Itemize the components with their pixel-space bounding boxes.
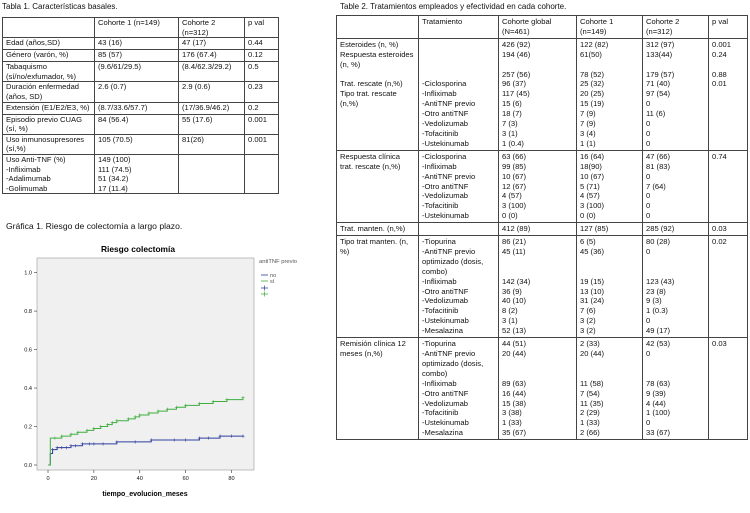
table2-global-line: 257 (56) xyxy=(502,69,531,79)
table2-treat-line: -Ciclosporina xyxy=(422,151,467,161)
table2-global-line: 8 (2) xyxy=(502,306,518,316)
table2-p-line: 0.02 xyxy=(712,237,727,247)
table2-treat-line: -Ustekinumab xyxy=(422,418,469,428)
table2-label-cell xyxy=(337,338,419,440)
y-tick-label: 1.0 xyxy=(24,270,32,277)
table-row xyxy=(3,134,279,154)
table2-label-line: Remisión clínica 12 meses (n,%) xyxy=(340,339,406,358)
y-tick-label: 0.2 xyxy=(24,424,32,431)
table2-c2-line: 33 (67) xyxy=(646,428,671,438)
table2-treat-line xyxy=(422,50,495,60)
table1-cell: 85 (57) xyxy=(95,50,179,62)
table2-global-line: 40 (10) xyxy=(502,296,527,306)
table2-c2-cell xyxy=(643,38,709,150)
table2-c1-line: 20 (44) xyxy=(580,349,605,358)
table2-global-line xyxy=(502,267,573,277)
table2-label-cell xyxy=(337,223,419,236)
table1-cell: Uso inmunosupresores (sí,%) xyxy=(3,134,95,154)
table-row xyxy=(3,154,279,193)
table2-treat-line: -Vedolizumab xyxy=(422,398,469,408)
table1-cell: 2.6 (0.7) xyxy=(95,82,179,102)
table2-treat-line: -AntiTNF previo optimizado (dosis, combo) xyxy=(422,246,484,276)
table2-c1-line: 7 (54) xyxy=(580,388,600,398)
table2 xyxy=(336,15,748,440)
table2-c1-line: 1 (1) xyxy=(580,138,596,148)
table1-antitnf-line: 149 (100) xyxy=(98,154,131,164)
table2-c2-line: 0 xyxy=(646,138,651,148)
legend-title: antiTNF previo xyxy=(259,259,298,265)
table2-treat-line xyxy=(422,224,495,234)
table2-treat-line: -AntiTNF previo xyxy=(422,171,476,181)
table2-c1-line: 127 (85) xyxy=(580,224,609,234)
table2-label-line: Respuesta esteroides (n, %) xyxy=(340,49,414,69)
table2-treat-line: -Vedolizumab xyxy=(422,296,469,306)
table1-empty-cell xyxy=(245,154,279,193)
table2-c2-line: 0 xyxy=(646,201,651,211)
table2-c2-line: 78 (63) xyxy=(646,378,671,388)
table2-global-line: 412 (89) xyxy=(502,224,531,234)
table1-cell: 0.12 xyxy=(245,50,279,62)
table1-antitnf-line: -Infliximab xyxy=(6,164,41,174)
kaplan-meier-chart xyxy=(0,238,300,513)
chart-caption: Gráfica 1. Riesgo de colectomía a largo plazo. xyxy=(6,221,183,231)
table1-cell: (9.6/61/29.5) xyxy=(95,62,179,82)
table2-global-line: 15 (38) xyxy=(502,398,527,408)
x-tick-label: 60 xyxy=(182,476,189,482)
table2-treat-line: -Tofacitinib xyxy=(422,408,459,418)
table2-p-line: 0.74 xyxy=(712,151,727,161)
table1-cell: 84 (56.4) xyxy=(95,114,179,134)
legend-censor-swatch xyxy=(261,292,268,297)
table2-treat-cell xyxy=(419,223,499,236)
table2-p-line: 0.01 xyxy=(712,79,727,89)
table2-c2-line: 0 xyxy=(646,99,651,109)
table2-global-line: 18 (7) xyxy=(502,109,522,119)
table2-p-line: 0.03 xyxy=(712,339,727,349)
table2-c1-cell xyxy=(577,236,643,338)
y-tick-label: 0.0 xyxy=(24,463,32,469)
table2-p-line: 0.24 xyxy=(712,49,727,59)
table2-global-line: 1 (33) xyxy=(502,418,522,428)
table2-p-cell xyxy=(709,338,748,440)
table2-treat-line: -Tofacitinib xyxy=(422,306,459,316)
table1-antitnf-line: 51 (34.2) xyxy=(98,174,129,184)
x-axis-label: tiempo_evolucion_meses xyxy=(102,491,188,498)
table2-c1-line: 20 (25) xyxy=(580,89,605,99)
table2-c2-line: 23 (8) xyxy=(646,286,666,296)
table1-cell: 176 (67.4) xyxy=(179,50,245,62)
table1-antitnf-line: -Adalimumab xyxy=(6,174,51,184)
table2-treat-line: -Ustekinumab xyxy=(422,211,469,221)
table2-global-cell xyxy=(499,236,577,338)
table2-global-line: 89 (63) xyxy=(502,378,527,388)
table2-c2-line: 0 xyxy=(646,171,651,181)
table1-antitnf-line: 111 (74.5) xyxy=(98,164,132,174)
table2-c2-line: 1 (0.3) xyxy=(646,306,668,316)
table2-treat-line: -Tiopurina xyxy=(422,237,456,247)
table2-treat-line: -Ustekinumab xyxy=(422,316,469,326)
table2-header-cell xyxy=(337,16,419,39)
table2-treat-line: -Otro antiTNF xyxy=(422,286,469,296)
table2-treat-line: -Tofacitinib xyxy=(422,128,459,138)
table2-label-line: Trat. manten. (n,%) xyxy=(340,224,406,234)
table1-cell: Extensión (E1/E2/E3, %) xyxy=(3,102,95,114)
table2-global-line: 45 (11) xyxy=(502,246,526,256)
table2-c2-line: 7 (64) xyxy=(646,181,666,191)
table2-c1-line: 13 (10) xyxy=(580,286,605,296)
table2-global-line: 15 (6) xyxy=(502,99,522,109)
table2-c1-line: 15 (19) xyxy=(580,99,605,109)
table2-c1-line: 7 (9) xyxy=(580,109,596,119)
table2-c1-line: 3 (100) xyxy=(580,201,605,211)
table2-c1-line: 3 (2) xyxy=(580,316,596,326)
table2-global-line: 12 (67) xyxy=(502,181,527,191)
table2-treat-cell xyxy=(419,236,499,338)
table2-header-cell: Cohorte global (N=461) xyxy=(499,16,577,39)
table2-label-cell xyxy=(337,38,419,150)
table2-c1-line: 18(90) xyxy=(580,161,602,171)
table2-p-line xyxy=(712,60,744,70)
table2-c2-line: 0 xyxy=(646,316,651,326)
table1-header-cell xyxy=(3,18,95,38)
table2-global-cell xyxy=(499,223,577,236)
table2-global-line: 194 (46) xyxy=(502,49,531,59)
table1-cell: 47 (17) xyxy=(179,38,245,50)
table2-treat-line: -Otro antiTNF xyxy=(422,388,469,398)
table2-header-cell: Tratamiento xyxy=(419,16,499,39)
table2-p-line: 0.03 xyxy=(712,224,727,234)
table2-c1-line: 45 (36) xyxy=(580,246,605,256)
table1-cell: (17/36.9/46.2) xyxy=(179,102,245,114)
table2-p-cell xyxy=(709,223,748,236)
table2-c1-cell xyxy=(577,223,643,236)
table2-c2-line: 42 (53) xyxy=(646,339,671,349)
table2-c1-line xyxy=(580,369,639,379)
table1-cell: 0.44 xyxy=(245,38,279,50)
table1-cell: (8.7/33.6/57.7) xyxy=(95,102,179,114)
x-tick-label: 80 xyxy=(228,476,235,482)
y-tick-label: 0.8 xyxy=(24,309,32,316)
table2-c1-line: 11 (35) xyxy=(580,398,604,408)
table2-c1-cell xyxy=(577,338,643,440)
y-tick-label: 0.4 xyxy=(24,386,32,393)
table2-c2-cell xyxy=(643,338,709,440)
table2-global-line: 3 (100) xyxy=(502,201,527,211)
table2-treat-line: -Mesalazina xyxy=(422,428,463,438)
table2-global-line: 63 (66) xyxy=(502,151,527,161)
table-row xyxy=(3,114,279,134)
table2-c2-line: 80 (28) xyxy=(646,237,671,247)
table1-cell: 0.001 xyxy=(245,114,279,134)
table2-c1-line xyxy=(580,267,639,277)
table2-label-line xyxy=(340,70,415,80)
table1-cell: Género (varón, %) xyxy=(3,50,95,62)
table-row xyxy=(3,50,279,62)
table2-c1-line xyxy=(580,60,639,70)
table2-label-line: Trat. rescate (n,%) xyxy=(340,79,403,89)
table2-p-cell xyxy=(709,38,748,150)
table2-c2-line: 9 (3) xyxy=(646,296,662,306)
table-row xyxy=(3,82,279,102)
table2-treat-line: -Otro antiTNF xyxy=(422,109,469,119)
table1-antitnf-cell xyxy=(95,154,179,193)
table2-c1-line: 2 (29) xyxy=(580,408,600,418)
chart-legend xyxy=(261,273,276,297)
table1-cell: 0.001 xyxy=(245,134,279,154)
table2-label-cell xyxy=(337,150,419,222)
table1-cell: Edad (años,SD) xyxy=(3,38,95,50)
table2-c1-line: 78 (52) xyxy=(580,69,605,79)
table2-c2-line: 312 (97) xyxy=(646,39,675,49)
table2-c2-line: 123 (43) xyxy=(646,276,675,286)
table2-treat-line: -Infliximab xyxy=(422,161,457,171)
table2-c2-line xyxy=(646,257,705,267)
table-row xyxy=(337,223,748,236)
table2-treat-line xyxy=(422,70,495,80)
table2-treat-cell xyxy=(419,38,499,150)
table2-body xyxy=(337,16,748,440)
table2-global-line: 4 (57) xyxy=(502,191,522,201)
table2-c2-line: 0 xyxy=(646,191,651,201)
table2-c2-line: 0 xyxy=(646,418,651,428)
table2-treat-line xyxy=(422,60,495,70)
table1-cell: 55 (17.6) xyxy=(179,114,245,134)
table2-c2-cell xyxy=(643,223,709,236)
table2-treat-cell xyxy=(419,338,499,440)
table2-c2-line: 0 xyxy=(646,211,651,221)
table2-c1-line: 4 (57) xyxy=(580,191,600,201)
chart-title: Riesgo colectomía xyxy=(100,244,176,254)
table2-header-cell: p val xyxy=(709,16,748,39)
table2-global-line xyxy=(502,359,573,369)
table2-global-cell xyxy=(499,338,577,440)
table2-treat-line: -AntiTNF previo optimizado (dosis, combo) xyxy=(422,349,484,378)
table2-c2-line: 4 (44) xyxy=(646,398,666,408)
legend-label: no xyxy=(270,273,277,279)
table2-c2-line: 0 xyxy=(646,119,651,129)
table2-c1-line: 1 (33) xyxy=(580,418,600,428)
table2-global-cell xyxy=(499,150,577,222)
table2-c2-line: 133(44) xyxy=(646,49,673,59)
table2-c2-line: 47 (66) xyxy=(646,151,671,161)
table2-global-line: 99 (85) xyxy=(502,161,527,171)
table2-global-line: 426 (92) xyxy=(502,39,531,49)
table2-c2-line: 49 (17) xyxy=(646,326,671,336)
table2-global-line: 0 (0) xyxy=(502,211,518,221)
table2-header-cell: Cohorte 1 (n=149) xyxy=(577,16,643,39)
plot-area xyxy=(37,258,254,470)
table2-p-cell xyxy=(709,150,748,222)
table2-global-line: 16 (44) xyxy=(502,388,527,398)
table2-global-line: 86 (21) xyxy=(502,237,527,247)
table2-global-line: 142 (34) xyxy=(502,276,531,286)
table2-c1-cell xyxy=(577,150,643,222)
table1-cell: 43 (16) xyxy=(95,38,179,50)
table1-antitnf-cell xyxy=(3,154,95,193)
table2-global-line: 36 (9) xyxy=(502,286,522,296)
table2-treat-line: -AntiTNF previo xyxy=(422,99,476,109)
table-row xyxy=(3,102,279,114)
table2-header-cell: Cohorte 2 (n=312) xyxy=(643,16,709,39)
table2-global-line: 7 (3) xyxy=(502,119,518,129)
y-tick-label: 0.6 xyxy=(24,347,32,354)
table2-c2-line: 1 (100) xyxy=(646,408,671,418)
table2-treat-line: -Ciclosporina xyxy=(422,79,467,89)
table2-treat-line: -Tiopurina xyxy=(422,339,456,349)
table1-cell: Duración enfermedad (años, SD) xyxy=(3,82,95,102)
table2-global-line: 52 (13) xyxy=(502,326,527,336)
table2-global-line: 3 (1) xyxy=(502,316,518,326)
table2-treat-line: -Tofacitinib xyxy=(422,201,459,211)
table2-global-line: 1 (0.4) xyxy=(502,138,524,148)
table2-c2-line: 9 (39) xyxy=(646,388,666,398)
table2-global-line: 3 (1) xyxy=(502,128,518,138)
table1-cell: Episodio previo CUAG (sí, %) xyxy=(3,114,95,134)
x-tick-label: 0 xyxy=(46,476,50,482)
table2-global-line: 44 (51) xyxy=(502,339,527,349)
x-tick-label: 20 xyxy=(90,476,97,482)
table2-c2-line: 179 (57) xyxy=(646,69,675,79)
table2-c1-line: 2 (33) xyxy=(580,339,600,349)
table1-antitnf-line: -Golimumab xyxy=(6,183,48,193)
table2-treat-line xyxy=(422,40,495,50)
table1-cell: 2.9 (0.6) xyxy=(179,82,245,102)
table2-label-cell xyxy=(337,236,419,338)
table2-c2-line: 0 xyxy=(646,246,651,256)
table2-c1-line: 31 (24) xyxy=(580,296,605,306)
table2-global-line xyxy=(502,257,573,267)
table2-c2-line xyxy=(646,359,705,369)
table2-p-cell xyxy=(709,236,748,338)
table2-treat-line: -Vedolizumab xyxy=(422,119,469,129)
table1-cell: 0.23 xyxy=(245,82,279,102)
table2-label-line: Tipo trat. rescate (n,%) xyxy=(340,89,397,109)
table2-header-row xyxy=(337,16,748,39)
table2-c1-line: 61(50) xyxy=(580,49,602,59)
table1-header-row xyxy=(3,18,279,38)
table2-c1-line: 19 (15) xyxy=(580,276,605,286)
table1-antitnf-line: 17 (11.4) xyxy=(98,183,128,193)
table2-global-line: 96 (37) xyxy=(502,79,527,89)
table2-global-line: 117 (45) xyxy=(502,89,530,99)
table2-c1-line: 6 (5) xyxy=(580,237,596,247)
table2-treat-cell xyxy=(419,150,499,222)
table1-cell: 81(26) xyxy=(179,134,245,154)
table1-antitnf-line: Uso Anti-TNF (%) xyxy=(6,154,66,164)
table2-c2-line: 0 xyxy=(646,349,651,358)
table2-c2-line: 285 (92) xyxy=(646,224,675,234)
table2-c1-line: 2 (66) xyxy=(580,428,600,438)
table2-treat-line: -Ustekinumab xyxy=(422,138,469,148)
table2-p-line: 0.001 xyxy=(712,39,732,49)
table-row xyxy=(3,38,279,50)
table2-treat-line: -Infliximab xyxy=(422,89,457,99)
table2-caption: Table 2. Tratamientos empleados y efectividad en cada cohorte. xyxy=(340,2,567,11)
table2-c2-cell xyxy=(643,236,709,338)
table2-global-line xyxy=(502,369,573,379)
table2-c1-line xyxy=(580,359,639,369)
table1-body xyxy=(3,18,279,194)
table2-treat-line: -Vedolizumab xyxy=(422,191,469,201)
table2-p-line: 0.88 xyxy=(712,69,727,79)
table2-treat-line: -Mesalazina xyxy=(422,326,463,336)
table2-global-line: 35 (67) xyxy=(502,428,527,438)
table1-cell: (8.4/62.3/29.2) xyxy=(179,62,245,82)
table1-empty-cell xyxy=(179,154,245,193)
table2-c1-line: 25 (32) xyxy=(580,79,605,89)
table2-c1-line xyxy=(580,257,639,267)
table2-global-line: 20 (44) xyxy=(502,349,527,358)
table2-c2-cell xyxy=(643,150,709,222)
table1-caption: Tabla 1. Características basales. xyxy=(2,2,118,11)
table2-c2-line xyxy=(646,267,705,277)
table2-c2-line: 81 (83) xyxy=(646,161,671,171)
x-tick-label: 40 xyxy=(136,476,143,482)
table-row xyxy=(337,150,748,222)
table1-cell: 0.2 xyxy=(245,102,279,114)
table2-global-line: 3 (38) xyxy=(502,408,522,418)
table2-global-line: 10 (67) xyxy=(502,171,527,181)
table2-c1-line: 16 (64) xyxy=(580,151,605,161)
table2-c2-line xyxy=(646,369,705,379)
table1-header-cell: Cohorte 2 (n=312) xyxy=(179,18,245,38)
table-row xyxy=(337,38,748,150)
table2-treat-line: -Otro antiTNF xyxy=(422,181,469,191)
table2-treat-line: -Infliximab xyxy=(422,276,457,286)
table2-c1-line: 7 (6) xyxy=(580,306,596,316)
table-row xyxy=(3,62,279,82)
table2-c1-line: 122 (82) xyxy=(580,39,609,49)
table2-treat-line: -Infliximab xyxy=(422,378,457,388)
table1-header-cell: p val xyxy=(245,18,279,38)
table2-global-line xyxy=(502,60,573,70)
table1-cell: 0.5 xyxy=(245,62,279,82)
table2-c2-line xyxy=(646,60,705,70)
legend-censor-swatch xyxy=(261,286,268,291)
table1-cell: Tabaquismo (sí/no/exfumador, %) xyxy=(3,62,95,82)
table2-c1-line: 7 (9) xyxy=(580,119,596,129)
table2-c1-line: 11 (58) xyxy=(580,378,604,388)
table2-global-cell xyxy=(499,38,577,150)
legend-label: sí xyxy=(270,279,275,285)
table2-label-line: Tipo trat manten. (n, %) xyxy=(340,237,409,256)
table2-label-line: Respuesta clínica trat. rescate (n,%) xyxy=(340,151,401,171)
table1-header-cell: Cohorte 1 (n=149) xyxy=(95,18,179,38)
table2-c1-cell xyxy=(577,38,643,150)
table2-c2-line: 0 xyxy=(646,128,651,138)
table2-c2-line: 11 (6) xyxy=(646,109,666,119)
table2-c2-line: 71 (40) xyxy=(646,79,671,89)
table2-c1-line: 10 (67) xyxy=(580,171,605,181)
table2-c1-line: 5 (71) xyxy=(580,181,600,191)
table2-c2-line: 97 (54) xyxy=(646,89,671,99)
table1-cell: 105 (70.5) xyxy=(95,134,179,154)
table1 xyxy=(2,17,279,194)
table2-c1-line: 3 (2) xyxy=(580,326,596,336)
table2-c1-line: 0 (0) xyxy=(580,211,596,221)
table2-label-line: Esteroides (n, %) xyxy=(340,39,399,49)
table-row xyxy=(337,338,748,440)
table2-c1-line: 3 (4) xyxy=(580,128,596,138)
table-row xyxy=(337,236,748,338)
